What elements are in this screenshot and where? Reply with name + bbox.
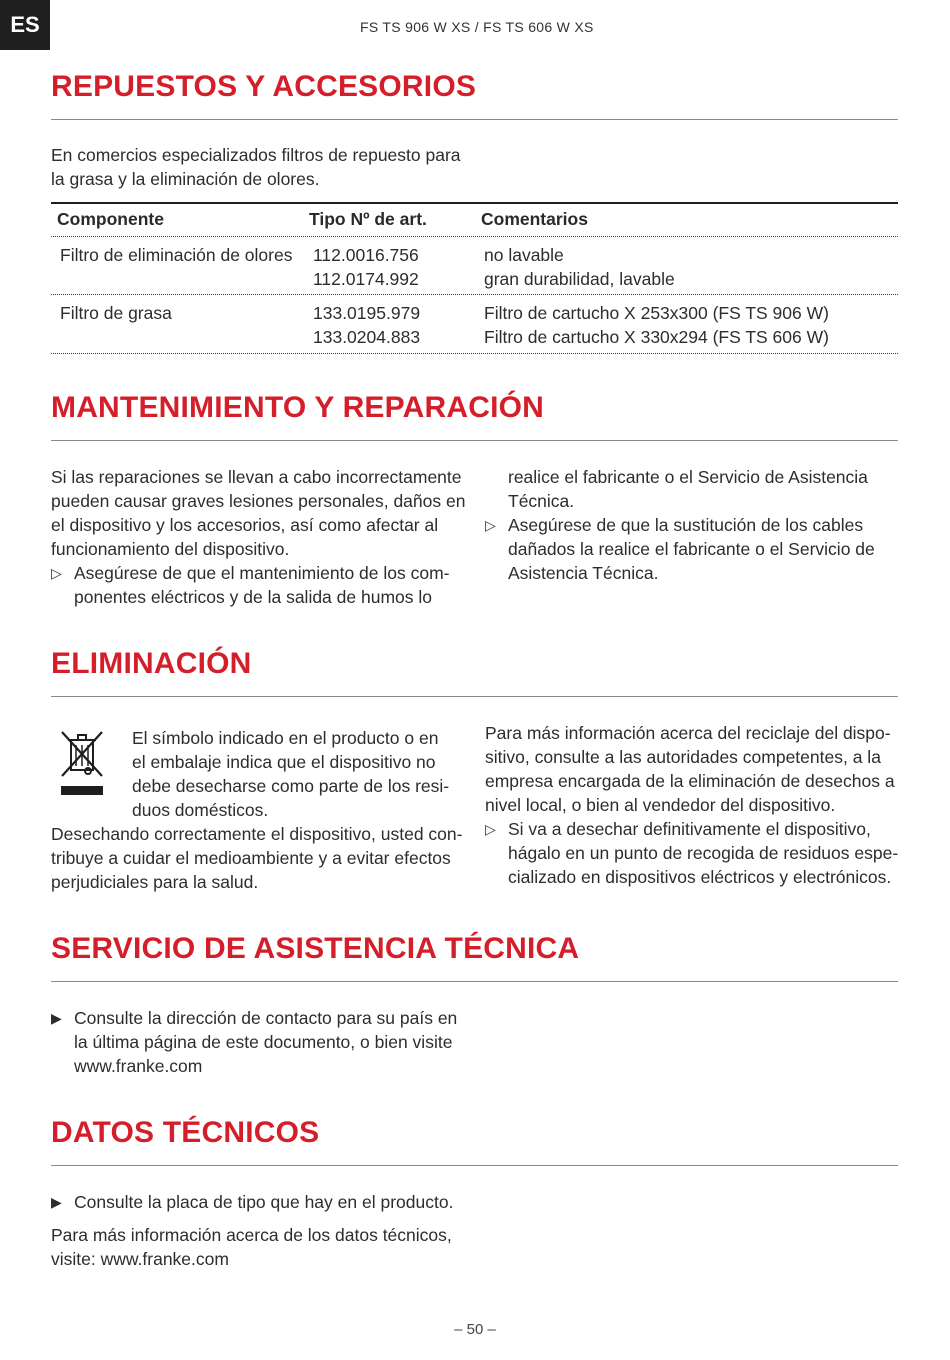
text-line: debe desecharse como parte de los resi- bbox=[132, 776, 450, 796]
section-title-eliminacion: ELIMINACIÓN bbox=[51, 647, 252, 680]
text-line: tribuye a cuidar el medioambiente y a evitar efectos bbox=[51, 848, 451, 868]
comment-line: Filtro de cartucho X 253x300 (FS TS 906 W) bbox=[484, 303, 829, 323]
text-line: Desechando correctamente el dispositivo, usted con- bbox=[51, 824, 463, 844]
datos-para bbox=[51, 1223, 452, 1271]
model-header: FS TS 906 W XS / FS TS 606 W XS bbox=[360, 19, 594, 35]
section-rule bbox=[51, 119, 898, 120]
list-item bbox=[51, 1006, 457, 1078]
text-line: Para más información acerca del reciclaje del dispo- bbox=[485, 723, 891, 743]
triangle-outline-icon: ▷ bbox=[485, 517, 496, 533]
section-rule bbox=[51, 440, 898, 441]
list-item bbox=[51, 1190, 453, 1214]
article-code: 133.0204.883 bbox=[313, 327, 421, 347]
section-title-servicio: SERVICIO DE ASISTENCIA TÉCNICA bbox=[51, 932, 580, 965]
table-header-comments: Comentarios bbox=[481, 209, 588, 229]
text-line: perjudiciales para la salud. bbox=[51, 872, 259, 892]
section-title-mantenimiento: MANTENIMIENTO Y REPARACIÓN bbox=[51, 391, 545, 424]
table-divider bbox=[51, 236, 898, 237]
list-item bbox=[485, 817, 898, 889]
text-line: realice el fabricante o el Servicio de Asistencia bbox=[508, 467, 868, 487]
mantenimiento-warning bbox=[51, 465, 465, 561]
section-rule bbox=[51, 1165, 898, 1166]
text-line: nivel local, o bien al vendedor del dispositivo. bbox=[485, 795, 836, 815]
text-line: dañados la realice el fabricante o el Servicio de bbox=[508, 539, 875, 559]
triangle-outline-icon: ▷ bbox=[51, 565, 62, 581]
table-divider bbox=[51, 294, 898, 295]
language-badge: ES bbox=[0, 0, 50, 50]
table-bottom-rule bbox=[51, 353, 898, 354]
page-number: – 50 – bbox=[454, 1321, 496, 1338]
text-line: pueden causar graves lesiones personales, daños en bbox=[51, 491, 466, 511]
comment-line: gran durabilidad, lavable bbox=[484, 269, 675, 289]
text-line: el dispositivo y los accesorios, así como afectar al bbox=[51, 515, 439, 535]
text-line: cializado en dispositivos eléctricos y electrónicos. bbox=[508, 867, 892, 887]
table-cell-component: Filtro de grasa bbox=[60, 303, 172, 323]
list-item bbox=[485, 513, 875, 585]
text-line: Técnica. bbox=[508, 491, 575, 511]
section-title-repuestos: REPUESTOS Y ACCESORIOS bbox=[51, 70, 477, 103]
list-item-continuation bbox=[508, 465, 868, 513]
article-code: 133.0195.979 bbox=[313, 303, 421, 323]
text-line: Asegúrese de que la sustitución de los cables bbox=[508, 515, 864, 535]
eliminacion-right-para bbox=[485, 721, 895, 817]
table-cell-comments bbox=[484, 243, 675, 291]
section-title-datos: DATOS TÉCNICOS bbox=[51, 1116, 320, 1149]
text-line: Si las reparaciones se llevan a cabo incorrectamente bbox=[51, 467, 462, 487]
text-line: Para más información acerca de los datos técnicos, bbox=[51, 1225, 452, 1245]
text-line: ponentes eléctricos y de la salida de humos lo bbox=[74, 587, 432, 607]
intro-line: la grasa y la eliminación de olores. bbox=[51, 169, 320, 189]
table-cell-comments bbox=[484, 301, 829, 349]
text-line: hágalo en un punto de recogida de residuos espe- bbox=[508, 843, 899, 863]
text-line: Asegúrese de que el mantenimiento de los com- bbox=[74, 563, 450, 583]
text-line: El símbolo indicado en el producto o en bbox=[132, 728, 439, 748]
text-line: sitivo, consulte a las autoridades competentes, a la bbox=[485, 747, 881, 767]
text-line: www.franke.com bbox=[74, 1056, 203, 1076]
table-cell-component: Filtro de eliminación de olores bbox=[60, 245, 293, 265]
intro-line: En comercios especializados filtros de repuesto para bbox=[51, 145, 461, 165]
text-line: Asistencia Técnica. bbox=[508, 563, 659, 583]
section-rule bbox=[51, 696, 898, 697]
text-line: Si va a desechar definitivamente el dispositivo, bbox=[508, 819, 871, 839]
text-line: duos domésticos. bbox=[132, 800, 269, 820]
text-line: empresa encargada de la eliminación de desechos a bbox=[485, 771, 895, 791]
text-line: Consulte la dirección de contacto para su país en bbox=[74, 1008, 458, 1028]
comment-line: Filtro de cartucho X 330x294 (FS TS 606 W) bbox=[484, 327, 829, 347]
eliminacion-left-para bbox=[51, 822, 462, 894]
table-top-rule bbox=[51, 202, 898, 204]
table-cell-codes bbox=[313, 301, 420, 349]
weee-symbol-text bbox=[132, 726, 449, 822]
table-header-type: Tipo Nº de art. bbox=[309, 209, 427, 229]
article-code: 112.0174.992 bbox=[313, 269, 419, 289]
comment-line: no lavable bbox=[484, 245, 564, 265]
text-line: visite: www.franke.com bbox=[51, 1249, 229, 1269]
text-line: funcionamiento del dispositivo. bbox=[51, 539, 290, 559]
table-cell-codes bbox=[313, 243, 419, 291]
triangle-filled-icon: ▶ bbox=[51, 1194, 62, 1210]
section-rule bbox=[51, 981, 898, 982]
triangle-filled-icon: ▶ bbox=[51, 1010, 62, 1026]
repuestos-intro bbox=[51, 143, 461, 191]
list-item bbox=[51, 561, 450, 609]
weee-crossed-bin-icon bbox=[58, 728, 106, 798]
table-header-component: Componente bbox=[57, 209, 164, 229]
text-line: la última página de este documento, o bien visite bbox=[74, 1032, 453, 1052]
text-line: el embalaje indica que el dispositivo no bbox=[132, 752, 436, 772]
article-code: 112.0016.756 bbox=[313, 245, 419, 265]
triangle-outline-icon: ▷ bbox=[485, 821, 496, 837]
text-line: Consulte la placa de tipo que hay en el producto. bbox=[74, 1192, 454, 1212]
